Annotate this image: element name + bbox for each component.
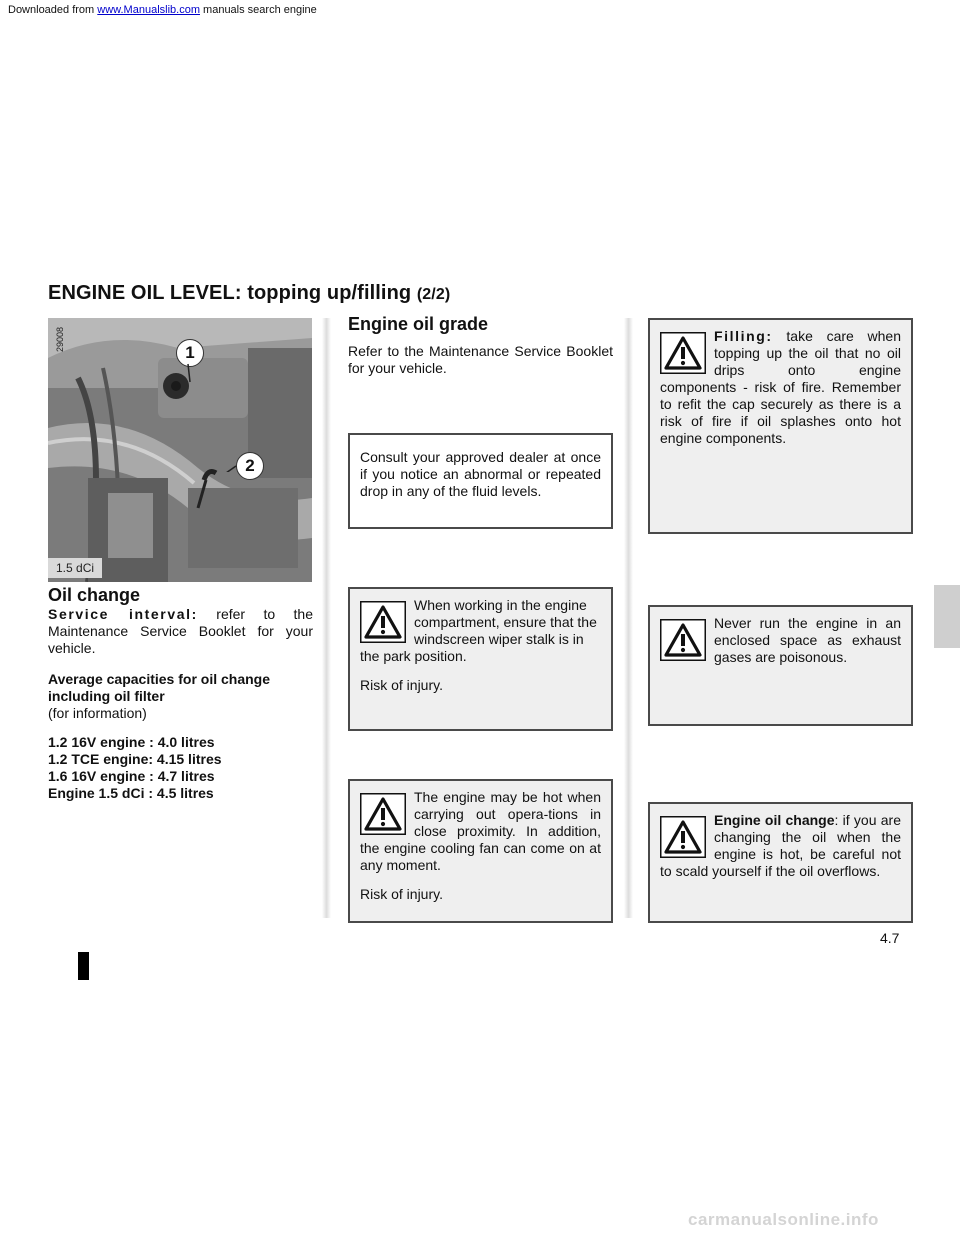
- column-separator-left: [322, 318, 331, 918]
- hot-engine-warning-box: [348, 779, 613, 923]
- photo-code: 29008: [55, 326, 65, 352]
- consult-dealer-text: Consult your approved dealer at once if you notice an abnormal or repeated drop in any of the fluid levels.: [360, 449, 601, 499]
- page-number: 4.7: [880, 930, 900, 946]
- warning-icon: [660, 332, 706, 374]
- capacities-heading: Average capacities for oil change including oil filter: [48, 671, 271, 704]
- page-title-part: (2/2): [416, 286, 451, 303]
- consult-dealer-box: [348, 433, 613, 529]
- hot-engine-warning-text: The engine may be hot when carrying out opera-tions in close proximity. In addition, the engine cooling fan can come on at any moment.: [360, 789, 601, 873]
- chapter-tab: [934, 585, 960, 648]
- capacities-block: [48, 671, 313, 722]
- hot-engine-risk-text: Risk of injury.: [360, 886, 443, 902]
- column-separator-right: [624, 318, 633, 918]
- watermark: carmanualsonline.info: [688, 1210, 879, 1229]
- oil-change-label: Engine oil change: [714, 812, 835, 828]
- capacities-list: [48, 734, 313, 802]
- capacities-note: (for information): [48, 705, 147, 721]
- oil-change-warning-text: : if you are changing the oil when the engine is hot, be careful not to scald yourself if the oil overflows.: [660, 812, 901, 879]
- manualslib-link[interactable]: www.Manualslib.com: [97, 4, 200, 16]
- service-interval-text: refer to the Maintenance Service Booklet for your vehicle.: [48, 606, 314, 656]
- service-interval-label: Service interval:: [48, 606, 198, 622]
- capacity-item: 1.2 16V engine : 4.0 litres: [48, 734, 215, 750]
- warning-icon: [360, 601, 406, 643]
- callout-1: 1: [176, 339, 204, 367]
- service-interval-paragraph: [48, 606, 313, 657]
- capacity-item: Engine 1.5 dCi : 4.5 litres: [48, 785, 214, 801]
- exhaust-warning-box: [648, 605, 913, 726]
- exhaust-warning-text: Never run the engine in an enclosed space as exhaust gases are poisonous.: [714, 615, 901, 665]
- oil-change-heading: Oil change: [48, 585, 141, 605]
- filling-label: Filling:: [714, 328, 773, 344]
- capacity-item: 1.2 TCE engine: 4.15 litres: [48, 751, 222, 767]
- engine-oil-grade-text: Refer to the Maintenance Service Booklet for your vehicle.: [348, 343, 613, 376]
- oil-change-body: [48, 606, 313, 814]
- download-prefix: Downloaded from: [8, 4, 98, 16]
- download-suffix: manuals search engine: [199, 4, 317, 16]
- wiper-warning-box: [348, 587, 613, 731]
- engine-oil-grade-heading: Engine oil grade: [348, 314, 489, 334]
- callout-leader-lines: [180, 362, 260, 472]
- warning-icon: [660, 619, 706, 661]
- wiper-warning-text: When working in the engine compartment, ensure that the windscreen wiper stalk is in the park position.: [360, 597, 597, 664]
- photo-engine-label: 1.5 dCi: [48, 558, 102, 578]
- download-line: [8, 4, 317, 16]
- wiper-risk-text: Risk of injury.: [360, 677, 443, 693]
- warning-icon: [360, 793, 406, 835]
- page-marker: [78, 952, 89, 980]
- capacity-item: 1.6 16V engine : 4.7 litres: [48, 768, 215, 784]
- callout-2: 2: [236, 452, 264, 480]
- filling-warning-text: take care when topping up the oil that no oil drips onto engine components - risk of fire. Remember to refit the cap securely as there is a risk of fire if oil splashes onto hot engine components.: [660, 328, 901, 446]
- filling-warning-box: [648, 318, 913, 534]
- page-title-text: ENGINE OIL LEVEL: topping up/filling: [48, 282, 412, 304]
- warning-icon: [660, 816, 706, 858]
- oil-change-warning-box: [648, 802, 913, 923]
- page-title: [48, 282, 450, 305]
